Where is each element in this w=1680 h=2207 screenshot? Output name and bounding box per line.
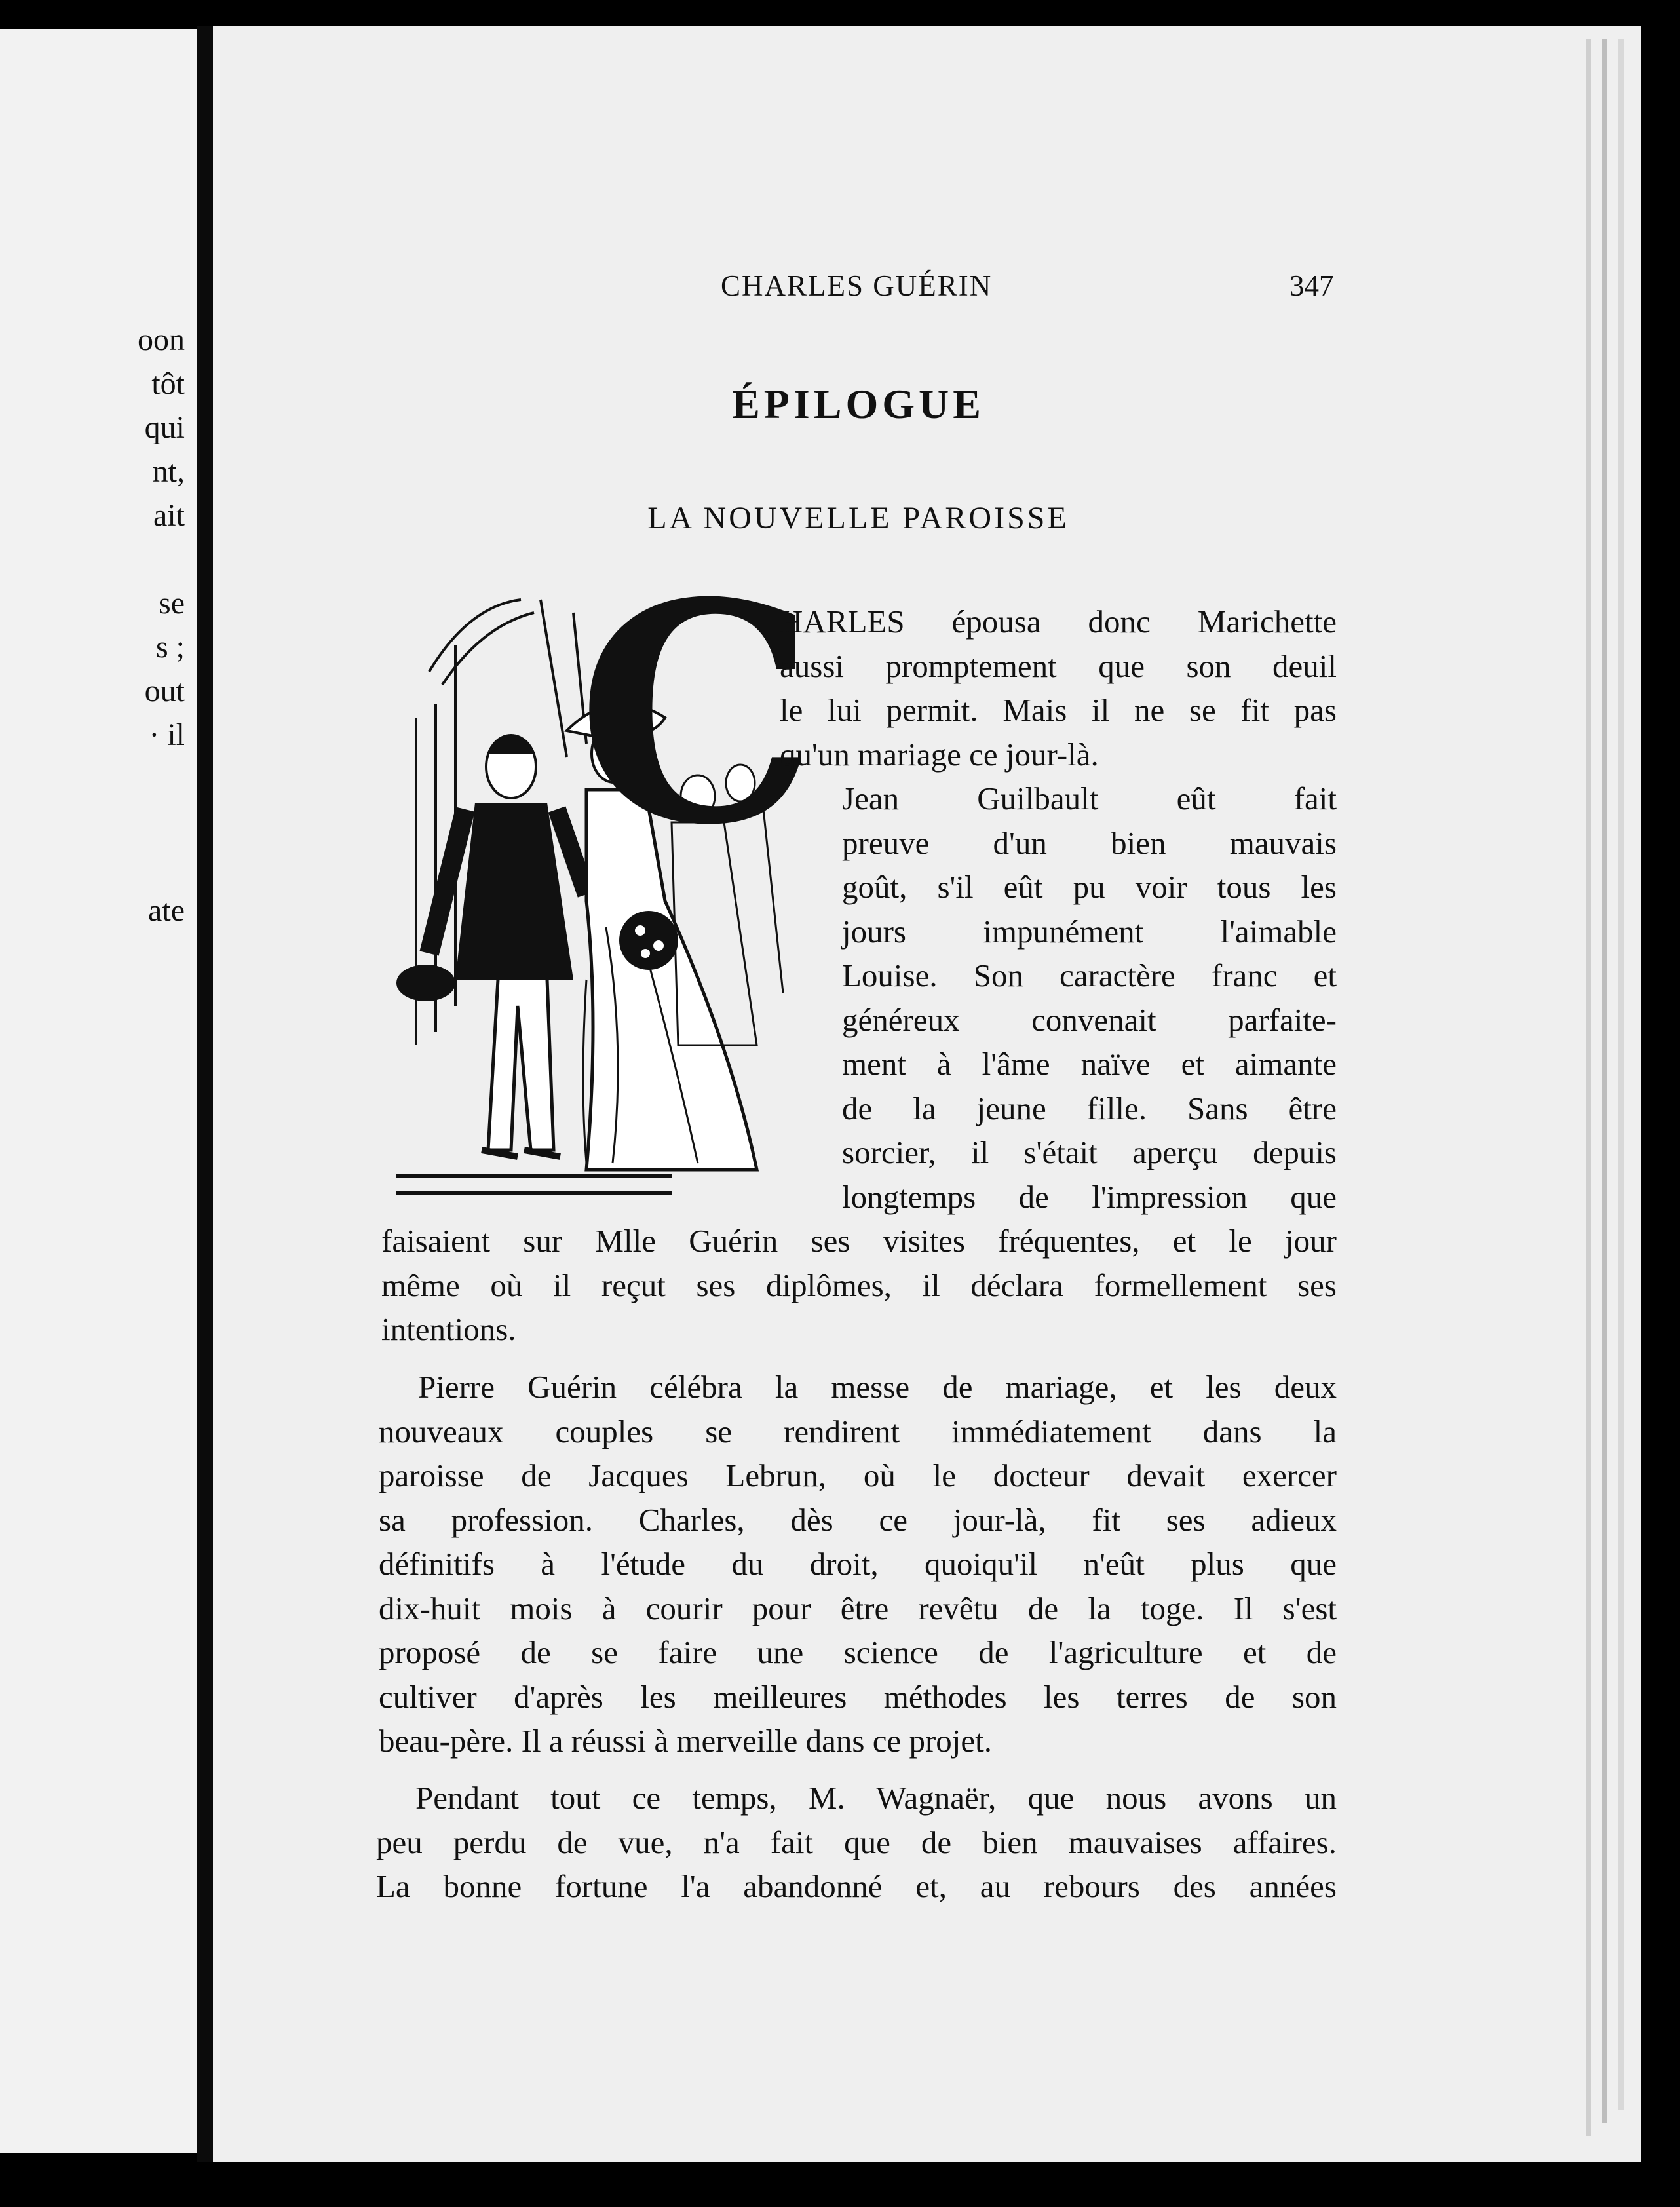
- paragraph-1-middle: [842, 777, 1337, 1219]
- paragraph-2: [379, 1365, 1337, 1763]
- left-page-fragment: · il: [149, 718, 185, 752]
- text-line: ment à l'âme naïve et aimante: [842, 1046, 1337, 1082]
- groom-figure: [396, 735, 586, 1157]
- text-line: cultiver d'après les meilleures méthodes les terres de son: [379, 1678, 1337, 1715]
- paragraph-3: [376, 1776, 1337, 1909]
- left-page-fragment: oon: [138, 322, 185, 357]
- page-number: 347: [1289, 269, 1334, 302]
- text-line: HARLES épousa donc Marichette: [780, 604, 1337, 640]
- text-line: le lui permit. Mais il ne se fit pas: [780, 692, 1337, 728]
- text-line: beau-père. Il a réussi à merveille dans ce projet.: [379, 1723, 993, 1759]
- text-line: jours impunément l'aimable: [842, 913, 1337, 950]
- text-line: La bonne fortune l'a abandonné et, au rebours des années: [376, 1868, 1337, 1904]
- page-edge: [1586, 39, 1591, 2136]
- paragraph-1-bottom: [381, 1219, 1337, 1352]
- text-line: preuve d'un bien mauvais: [842, 824, 1337, 861]
- left-page-fragment: s ;: [155, 630, 185, 664]
- page-edge: [1618, 39, 1624, 2110]
- text-line: sorcier, il s'était aperçu depuis: [842, 1134, 1337, 1170]
- text-line: même où il reçut ses diplômes, il déclara formellement ses: [381, 1267, 1337, 1303]
- chapter-title: ÉPILOGUE: [732, 381, 985, 427]
- text-line: intentions.: [381, 1311, 516, 1347]
- text-line: sa profession. Charles, dès ce jour-là, fit ses adieux: [379, 1501, 1337, 1538]
- text-line: définitifs à l'étude du droit, quoiqu'il n'eût plus que: [379, 1546, 1337, 1582]
- text-line: paroisse de Jacques Lebrun, où le docteur devait exercer: [379, 1457, 1337, 1493]
- left-page-fragment: nt,: [152, 454, 185, 489]
- text-line: Pierre Guérin célébra la messe de mariage, et les deux: [418, 1369, 1337, 1405]
- text-line: dix-huit mois à courir pour être revêtu de la toge. Il s'est: [379, 1590, 1337, 1626]
- text-line: proposé de se faire une science de l'agriculture et de: [379, 1634, 1337, 1670]
- text-line: généreux convenait parfaite-: [842, 1001, 1337, 1038]
- text-line: peu perdu de vue, n'a fait que de bien mauvaises affaires.: [376, 1824, 1337, 1860]
- text-line: Pendant tout ce temps, M. Wagnaër, que nous avons un: [415, 1780, 1337, 1816]
- text-line: Louise. Son caractère franc et: [842, 957, 1337, 993]
- left-page-fragment: qui: [144, 410, 185, 445]
- left-page-fragment: se: [159, 586, 185, 621]
- text-line: longtemps de l'impression que: [842, 1178, 1337, 1215]
- paragraph-1-top: [780, 600, 1337, 777]
- drop-cap: C: [577, 537, 817, 891]
- chapter-subtitle: LA NOUVELLE PAROISSE: [647, 501, 1069, 535]
- page-edge: [1602, 39, 1607, 2123]
- text-line: aussi promptement que son deuil: [780, 647, 1337, 684]
- running-head: CHARLES GUÉRIN: [721, 269, 993, 302]
- left-page-fragment: out: [144, 674, 185, 708]
- text-line: faisaient sur Mlle Guérin ses visites fréquentes, et le jour: [381, 1223, 1337, 1259]
- text-line: goût, s'il eût pu voir tous les: [842, 869, 1337, 905]
- text-line: Jean Guilbault eût fait: [842, 780, 1337, 816]
- left-page-fragment: ait: [153, 498, 185, 533]
- left-page-fragment: tôt: [151, 366, 185, 401]
- left-page-fragment: ate: [148, 893, 185, 928]
- text-line: qu'un mariage ce jour-là.: [780, 736, 1099, 773]
- text-line: de la jeune fille. Sans être: [842, 1090, 1337, 1126]
- text-line: nouveaux couples se rendirent immédiatement dans la: [379, 1413, 1337, 1449]
